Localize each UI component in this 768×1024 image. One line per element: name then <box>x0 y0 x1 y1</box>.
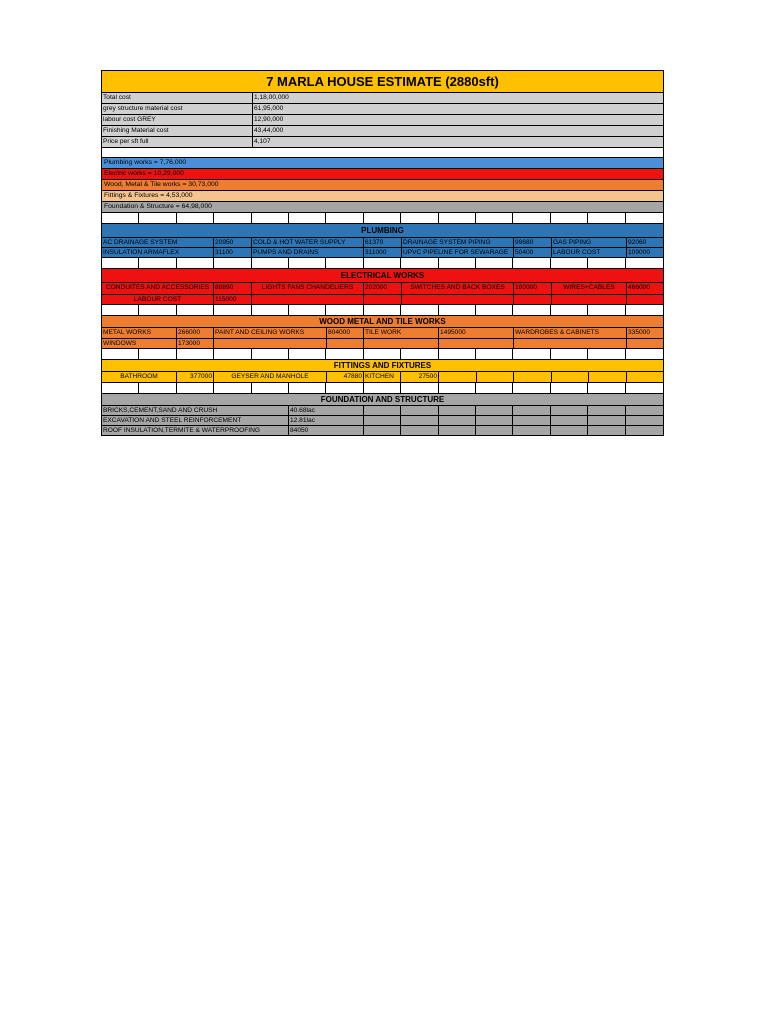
foundation-row <box>101 415 664 425</box>
empty-cell <box>401 213 438 223</box>
item-label: PAINT AND CEILING WORKS <box>214 328 327 338</box>
empty-cell <box>402 295 514 304</box>
summary-label: grey structure material cost <box>102 104 253 114</box>
empty-cell <box>364 295 402 304</box>
item-value: 202000 <box>364 283 402 294</box>
empty-grid-row <box>101 257 664 268</box>
empty-cell <box>476 349 513 359</box>
empty-cell <box>139 213 176 223</box>
empty-cell <box>326 213 363 223</box>
empty-cell <box>289 258 326 268</box>
summary-row <box>101 125 664 136</box>
empty-cell <box>476 383 513 393</box>
summary-label: Finishing Material cost <box>102 126 253 136</box>
empty-cell <box>588 213 625 223</box>
empty-cell <box>439 339 514 348</box>
empty-cell <box>102 213 139 223</box>
item-label: EXCAVATION AND STEEL REINFORCEMENT <box>102 416 289 425</box>
empty-cell <box>326 383 363 393</box>
total-fittings-row <box>101 190 664 201</box>
summary-label: labour cost GREY <box>102 115 253 125</box>
empty-cell <box>551 213 588 223</box>
empty-cell <box>214 258 251 268</box>
empty-cell <box>439 406 476 415</box>
empty-cell <box>326 258 363 268</box>
title-row <box>101 70 664 92</box>
item-value: 466000 <box>628 284 651 291</box>
foundation-row <box>101 405 664 415</box>
item-value: 27500 <box>401 372 439 382</box>
empty-cell <box>588 305 625 315</box>
total-foundation: Foundation & Structure = 64,98,000 <box>104 203 212 210</box>
empty-cell <box>588 406 625 415</box>
empty-cell <box>588 349 625 359</box>
item-value: 88890 <box>214 283 252 294</box>
empty-cell <box>214 349 251 359</box>
summary-value: 61,95,000 <box>254 105 284 112</box>
summary-row <box>101 92 664 103</box>
empty-cell <box>514 295 552 304</box>
empty-cell <box>139 258 176 268</box>
plumbing-row <box>101 237 664 247</box>
empty-cell <box>252 213 289 223</box>
empty-cell <box>551 258 588 268</box>
item-value: 40.68lac <box>289 406 364 415</box>
empty-cell <box>626 258 663 268</box>
item-label: BATHROOM <box>102 372 177 382</box>
item-label: DRAINAGE SYSTEM PIPING <box>402 238 514 247</box>
empty-cell <box>439 349 476 359</box>
item-label: GAS PIPING <box>552 238 627 247</box>
item-value: 173000 <box>177 339 214 348</box>
empty-cell <box>401 416 438 425</box>
total-wood-row <box>101 179 664 190</box>
empty-cell <box>252 349 289 359</box>
empty-cell <box>477 372 514 382</box>
item-label: INSULATION ARMAFLEX <box>102 248 214 257</box>
total-plumbing-row <box>101 157 664 168</box>
wood-row <box>101 338 664 348</box>
plumbing-header-row <box>101 223 664 237</box>
empty-cell <box>626 406 663 415</box>
item-value: 50400 <box>514 248 552 257</box>
empty-cell <box>626 416 663 425</box>
item-label: CONDUITES AND ACCESSORIES <box>102 283 214 294</box>
empty-cell <box>214 213 251 223</box>
item-value: 335000 <box>628 329 651 336</box>
empty-cell <box>513 305 550 315</box>
empty-cell <box>551 305 588 315</box>
item-label: WINDOWS <box>102 339 177 348</box>
fittings-row <box>101 371 664 382</box>
item-label: KITCHEN <box>364 372 401 382</box>
item-value: 92060 <box>628 239 647 246</box>
empty-cell <box>588 416 625 425</box>
empty-cell <box>364 258 401 268</box>
empty-cell <box>439 383 476 393</box>
item-label: COLD & HOT WATER SUPPLY <box>252 238 364 247</box>
empty-cell <box>588 383 625 393</box>
empty-cell <box>139 383 176 393</box>
empty-cell <box>364 339 439 348</box>
item-value: 47880 <box>327 372 364 382</box>
wood-header-row <box>101 315 664 327</box>
foundation-header: FOUNDATION AND STRUCTURE <box>320 395 445 404</box>
item-label: SWITCHES AND BACK BOXES <box>402 283 514 294</box>
item-value: 1495000 <box>439 328 514 338</box>
empty-cell <box>439 416 476 425</box>
empty-cell <box>214 305 251 315</box>
empty-cell <box>476 258 513 268</box>
empty-cell <box>439 213 476 223</box>
empty-cell <box>589 372 627 382</box>
empty-grid-row <box>101 382 664 393</box>
empty-cell <box>513 383 550 393</box>
item-value: 31100 <box>214 248 252 257</box>
empty-cell <box>551 426 588 435</box>
empty-cell <box>364 426 401 435</box>
empty-cell <box>551 406 588 415</box>
empty-cell <box>214 383 251 393</box>
empty-cell <box>401 426 438 435</box>
empty-cell <box>289 305 326 315</box>
empty-cell <box>476 416 513 425</box>
total-electric: Electric works = 10,29,000 <box>104 170 184 177</box>
empty-cell <box>513 258 550 268</box>
empty-cell <box>401 383 438 393</box>
empty-cell <box>289 383 326 393</box>
empty-cell <box>102 383 139 393</box>
electrical-header: ELECTRICAL WORKS <box>340 271 425 280</box>
empty-cell <box>626 349 663 359</box>
item-value: 180000 <box>514 283 552 294</box>
electrical-header-row <box>101 268 664 282</box>
total-plumbing: Plumbing works = 7,76,000 <box>104 159 187 166</box>
summary-value: 1,18,00,000 <box>254 94 289 101</box>
empty-cell <box>177 349 214 359</box>
empty-cell <box>513 426 550 435</box>
empty-grid-row <box>101 348 664 359</box>
item-label: LABOUR COST <box>102 295 214 304</box>
summary-label: Total cost <box>102 93 253 103</box>
empty-cell <box>289 349 326 359</box>
empty-cell <box>364 416 401 425</box>
empty-cell <box>102 305 139 315</box>
foundation-header-row <box>101 393 664 405</box>
empty-cell <box>252 295 364 304</box>
empty-cell <box>551 349 588 359</box>
empty-cell <box>626 383 663 393</box>
item-value: 61370 <box>364 238 402 247</box>
item-label: PUMPS AND DRAINS <box>252 248 364 257</box>
empty-cell <box>326 349 363 359</box>
summary-row <box>101 136 664 147</box>
item-label: AC DRAINAGE SYSTEM <box>102 238 214 247</box>
item-label: BRICKS,CEMENT,SAND AND CRUSH <box>102 406 289 415</box>
empty-cell <box>401 258 438 268</box>
fittings-header: FITTINGS AND FIXTURES <box>333 361 432 370</box>
total-wood: Wood, Metal & Tile works = 30,73,000 <box>104 181 219 188</box>
sheet-title: 7 MARLA HOUSE ESTIMATE (2880sft) <box>266 74 499 89</box>
empty-cell <box>326 305 363 315</box>
empty-cell <box>551 383 588 393</box>
summary-value: 43,44,000 <box>254 127 284 134</box>
empty-cell <box>476 305 513 315</box>
item-label: UPVC PIPELINE FOR SEWARAGE <box>402 248 514 257</box>
empty-cell <box>214 339 327 348</box>
plumbing-header: PLUMBING <box>361 226 404 235</box>
total-fittings: Fittings & Fixtures = 4,53,000 <box>104 192 193 199</box>
empty-cell <box>139 305 176 315</box>
empty-cell <box>177 258 214 268</box>
empty-cell <box>588 426 625 435</box>
empty-cell <box>626 426 663 435</box>
item-label: WIRES+CABLES <box>552 283 627 294</box>
wood-header: WOOD METAL AND TILE WORKS <box>319 317 446 326</box>
empty-cell <box>177 213 214 223</box>
empty-cell <box>552 372 589 382</box>
empty-cell <box>364 305 401 315</box>
empty-cell <box>102 258 139 268</box>
empty-grid-row <box>101 304 664 315</box>
empty-cell <box>177 383 214 393</box>
item-value: 84050 <box>289 426 364 435</box>
summary-row <box>101 114 664 125</box>
item-value: 20950 <box>214 238 252 247</box>
empty-cell <box>252 305 289 315</box>
item-label: LABOUR COST <box>552 248 627 257</box>
summary-value: 12,90,000 <box>254 116 284 123</box>
fittings-header-row <box>101 359 664 371</box>
empty-cell <box>289 213 326 223</box>
wood-row <box>101 327 664 338</box>
summary-label: Price per sft full <box>102 137 253 147</box>
item-label: ROOF INSULATION,TERMITE & WATERPROOFING <box>102 426 289 435</box>
summary-row <box>101 103 664 114</box>
empty-cell <box>401 349 438 359</box>
empty-cell <box>439 305 476 315</box>
empty-cell <box>439 258 476 268</box>
spacer-row <box>101 147 664 157</box>
empty-cell <box>513 416 550 425</box>
empty-cell <box>514 339 627 348</box>
empty-cell <box>626 213 663 223</box>
empty-cell <box>401 406 438 415</box>
total-electric-row <box>101 168 664 179</box>
empty-cell <box>588 258 625 268</box>
empty-cell <box>252 258 289 268</box>
item-label: TILE WORK <box>364 328 439 338</box>
foundation-row <box>101 425 664 436</box>
item-value: 266000 <box>177 328 214 338</box>
empty-cell <box>401 305 438 315</box>
empty-cell <box>552 295 627 304</box>
empty-grid-row <box>101 212 664 223</box>
empty-cell <box>551 416 588 425</box>
empty-cell <box>476 406 513 415</box>
electrical-row <box>101 294 664 304</box>
empty-cell <box>626 305 663 315</box>
empty-cell <box>439 372 477 382</box>
empty-cell <box>476 213 513 223</box>
empty-cell <box>364 349 401 359</box>
empty-cell <box>514 372 552 382</box>
empty-cell <box>476 426 513 435</box>
empty-cell <box>364 406 401 415</box>
empty-cell <box>177 305 214 315</box>
item-value: 377000 <box>177 372 214 382</box>
empty-cell <box>513 213 550 223</box>
empty-cell <box>139 349 176 359</box>
item-label: WARDROBES & CABINETS <box>514 328 627 338</box>
plumbing-row <box>101 247 664 257</box>
item-value: 311000 <box>364 248 402 257</box>
item-value: 115000 <box>214 295 252 304</box>
empty-cell <box>252 383 289 393</box>
summary-value: 4,107 <box>254 138 271 145</box>
empty-cell <box>439 426 476 435</box>
item-label: METAL WORKS <box>102 328 177 338</box>
empty-cell <box>513 406 550 415</box>
item-value: 12.81lac <box>289 416 364 425</box>
empty-cell <box>327 339 364 348</box>
empty-cell <box>364 383 401 393</box>
total-foundation-row <box>101 201 664 212</box>
empty-cell <box>513 349 550 359</box>
empty-cell <box>364 213 401 223</box>
electrical-row <box>101 282 664 294</box>
empty-cell <box>102 349 139 359</box>
item-value: 804000 <box>327 328 364 338</box>
item-value: 109000 <box>628 249 651 256</box>
item-value: 99680 <box>514 238 552 247</box>
item-label: LIGHTS FANS CHANDELIERS <box>252 283 364 294</box>
item-label: GEYSER AND MANHOLE <box>214 372 327 382</box>
